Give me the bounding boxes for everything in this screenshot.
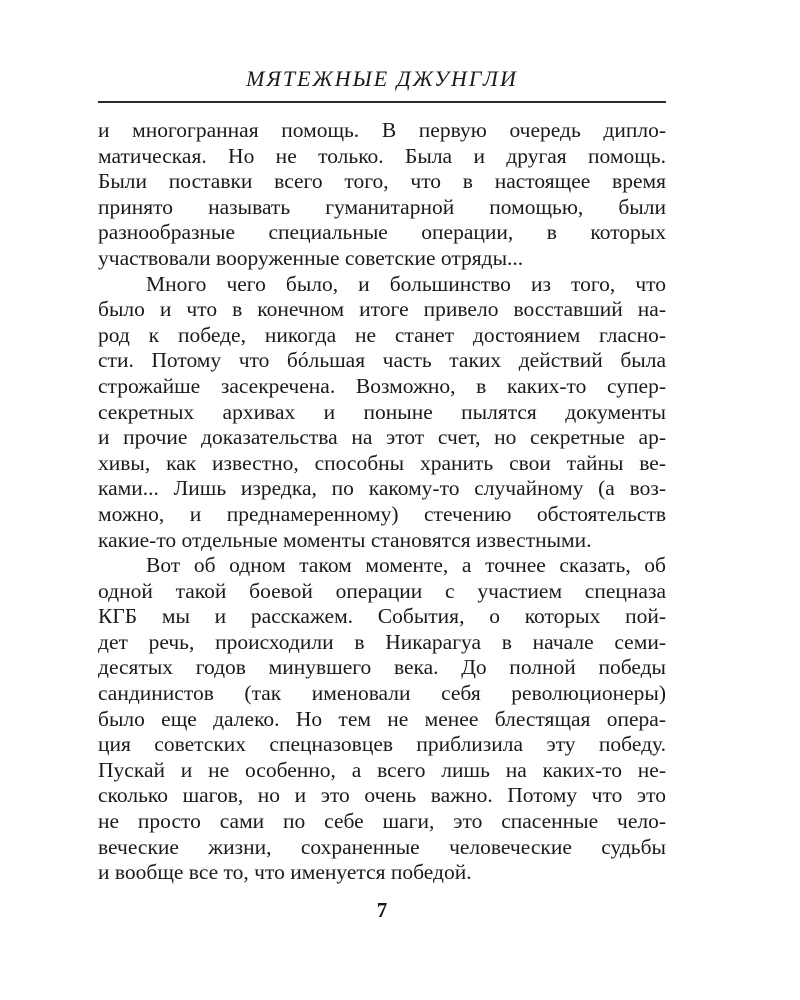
text-line: КГБ мы и расскажем. События, о которых пой- [98, 604, 666, 629]
text-line: сколько шагов, но и это очень важно. Потому что это [98, 783, 666, 808]
text-line: хивы, как известно, способны хранить свои тайны ве- [98, 450, 666, 475]
text-line: род к победе, никогда не станет достоянием гласно- [98, 322, 666, 347]
text-line: десятых годов минувшего века. До полной победы [98, 655, 666, 680]
text-line: ками... Лишь изредка, по какому-то случайному (а воз- [98, 476, 666, 501]
text-line: дет речь, происходили в Никарагуа в начале семи- [98, 629, 666, 654]
text-line: одной такой боевой операции с участием спецназа [98, 578, 666, 603]
text-line: строжайше засекречена. Возможно, в каких-то супер- [98, 373, 666, 398]
text-line: разнообразные специальные операции, в которых [98, 220, 666, 245]
text-line: было и что в конечном итоге привело восставший на- [98, 297, 666, 322]
text-line: Пускай и не особенно, а всего лишь на каких-то не- [98, 757, 666, 782]
text-line: сти. Потому что бóльшая часть таких действий была [98, 348, 666, 373]
text-line: и прочие доказательства на этот счет, но секретные ар- [98, 425, 666, 450]
text-line: сандинистов (так именовали себя революционеры) [98, 681, 666, 706]
running-head-title: МЯТЕЖНЫЕ ДЖУНГЛИ [246, 66, 518, 91]
text-line: матическая. Но не только. Была и другая помощь. [98, 143, 666, 168]
header-rule [98, 101, 666, 103]
text-line: секретных архивах и поныне пылятся документы [98, 399, 666, 424]
text-line: принято называть гуманитарной помощью, были [98, 194, 666, 219]
text-line: ция советских спецназовцев приблизила эту победу. [98, 732, 666, 757]
text-line: можно, и преднамеренному) стечению обстоятельств [98, 501, 666, 526]
paragraph-first-line: Вот об одном таком моменте, а точнее сказать, об [146, 553, 666, 578]
text-line: Были поставки всего того, что в настоящее время [98, 169, 666, 194]
text-line: было еще далеко. Но тем не менее блестящая опера- [98, 706, 666, 731]
paragraph-first-line: Много чего было, и большинство из того, что [146, 271, 666, 296]
paragraph-end-line: и вообще все то, что именуется победой. [98, 860, 472, 885]
paragraph-end-line: какие-то отдельные моменты становятся известными. [98, 527, 592, 552]
text-line: веческие жизни, сохраненные человеческие судьбы [98, 834, 666, 859]
page-body-text [98, 118, 666, 886]
text-line: и многогранная помощь. В первую очередь дипло- [98, 118, 666, 142]
paragraph-end-line: участвовали вооруженные советские отряды... [98, 245, 524, 270]
page-number: 7 [376, 898, 388, 922]
text-line: не просто сами по себе шаги, это спасенные чело- [98, 809, 666, 834]
